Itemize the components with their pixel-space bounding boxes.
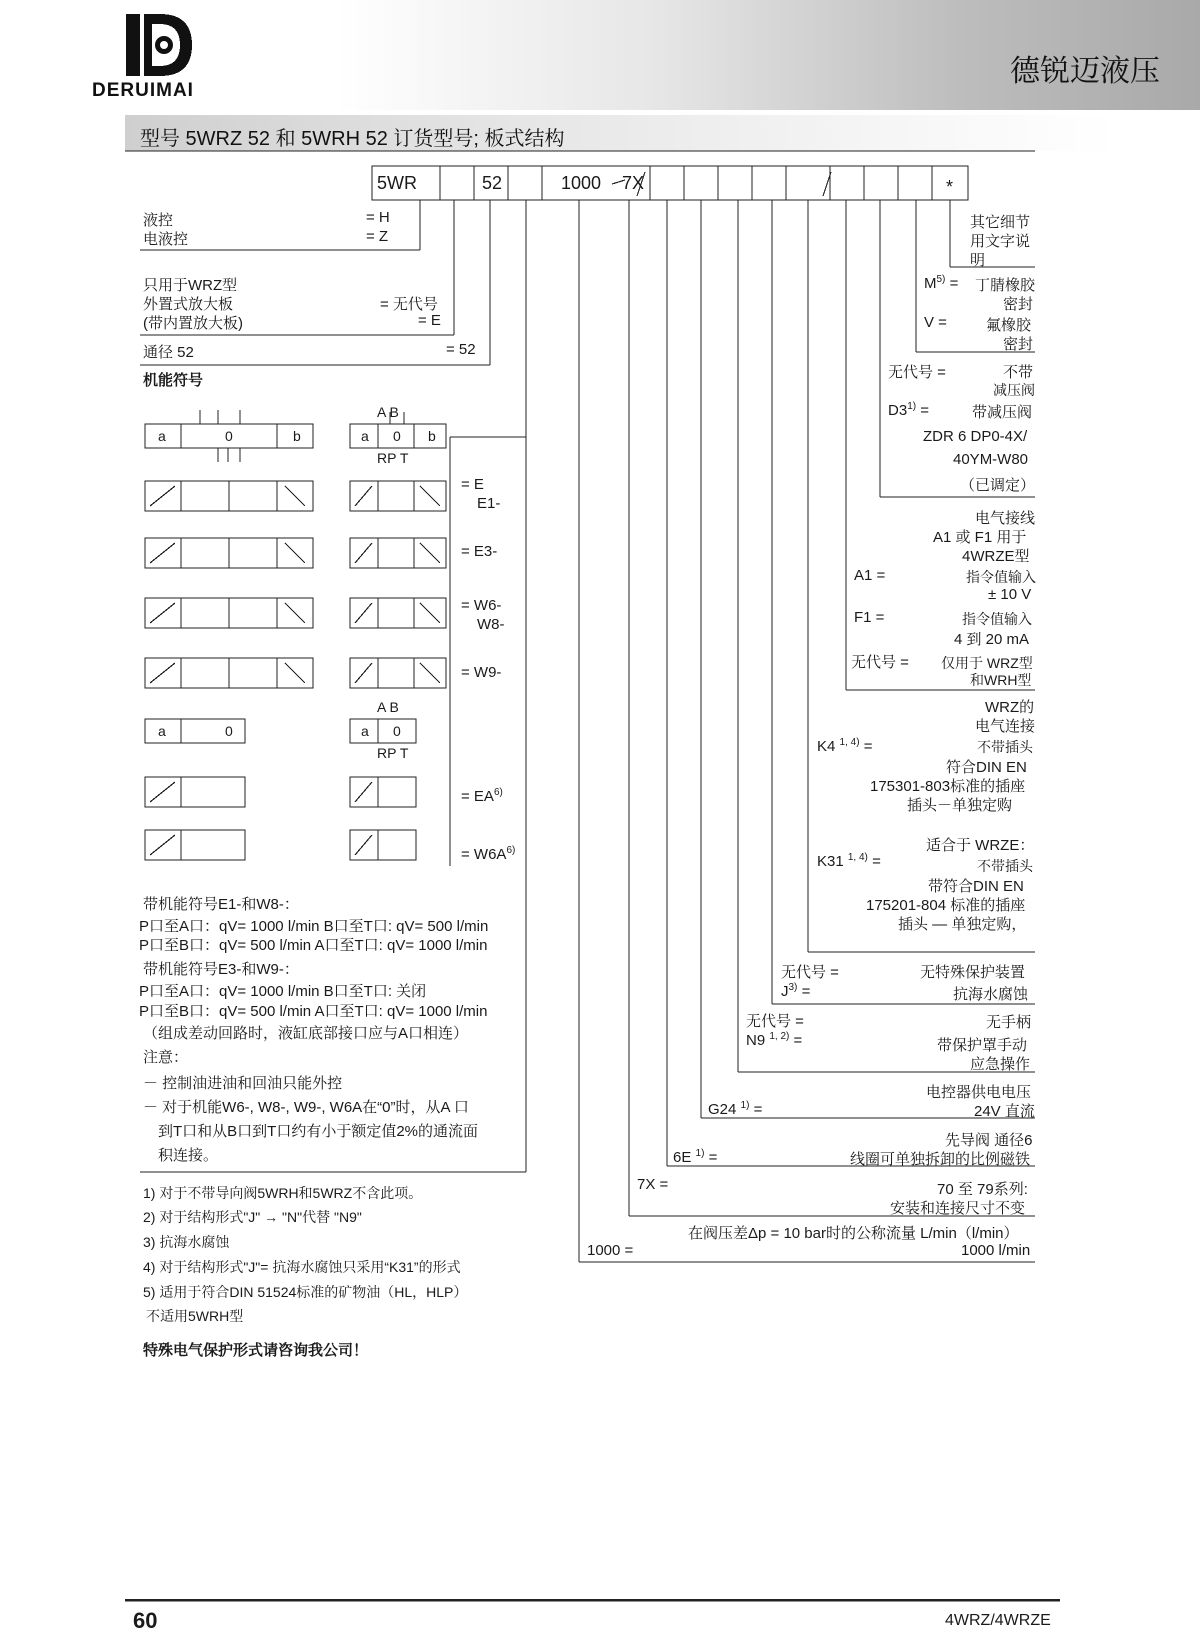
port-prt-label: RP T [377,450,409,466]
pilot-valve: 先导阀 通径6 [945,1132,1033,1149]
d3-code: D3$^{1)}$ = [888,401,930,419]
a1-desc: 指令值输入 [966,569,1036,585]
no-code-d: 无代号 = [746,1013,804,1030]
code-asterisk: * [946,177,954,197]
flow-note: － 对于机能W6-, W8-, W9-, W6A在“0”时，从A 口 [143,1099,469,1116]
no-code-c-desc: 无特殊保护装置 [920,964,1026,981]
n9-desc: 应急操作 [970,1056,1031,1073]
size-code: = 52 [446,341,476,358]
k4-desc: 符合DIN EN [946,759,1027,776]
symbol-0-small: 0 [393,428,401,444]
k31-desc: 插头 — 单独定购， [898,916,1027,933]
port-ab-label: A B [377,404,399,420]
company-name: 德锐迈液压 [1010,55,1160,88]
code-flow: 1000 [561,173,602,193]
other-details: 用文字说 [970,233,1031,250]
sym-w6a: = $W6A^{6)}$ [461,845,516,863]
m-desc: 丁腈橡胶 [975,277,1036,294]
flow-note: 带机能符号E1-和W8-： [143,896,299,913]
g24-desc: 24V 直流 [974,1103,1035,1120]
external-amp-label: 外置式放大板 [143,296,234,313]
a1-desc: ± 10 V [988,586,1032,603]
footnote: 2) 对于结构形式"J" → "N"代替 "N9" [143,1209,362,1225]
electrical-connection: 电气接线 [975,510,1036,527]
k31-desc: 带符合DIN EN [928,878,1024,895]
k31-desc: 不带插头 [977,858,1033,874]
flow-note: P口至A口：qV= 1000 l/min B口至T口: qV= 500 l/min [139,918,489,935]
k4-desc: 175301-803标准的插座 [870,778,1026,795]
symbol-a-2pos: a [158,723,166,739]
hydraulic-label: 液控 [143,212,174,229]
other-details: 明 [970,252,986,269]
v-code: V = [924,314,947,331]
d3-desc: 带减压阀 [972,404,1033,421]
wrz-only-label: 只用于WRZ型 [143,277,238,294]
j-code: $J^{3)}$ = [781,982,811,1000]
6e-code: 6E $^{1)}$ = [673,1148,718,1166]
symbol-b-small: b [428,428,436,444]
footer-model: 4WRZ/4WRZE [945,1612,1051,1629]
sym-e1: E1- [477,495,501,512]
7x-desc: 70 至 79系列: [937,1181,1028,1198]
d3-model: 40YM-W80 [953,451,1029,468]
electrical-connection: A1 或 F1 用于 [933,529,1027,546]
flow-note: （组成差动回路时，液缸底部接口应与A口相连） [143,1025,469,1042]
k31-code: K31 $^{1, 4)}$ = [817,852,881,870]
pilot-valve: 线圈可单独拆卸的比例磁铁 [850,1151,1031,1168]
flow-note: 带机能符号E3-和W9-： [143,961,299,978]
brand-name: DERUIMAI [92,80,194,101]
symbol-0-2pos-small: 0 [393,723,401,739]
page-title: 型号 5WRZ 52 和 5WRH 52 订货型号; 板式结构 [140,128,565,150]
k31-desc: 175201-804 标准的插座 [866,897,1026,914]
flow-note: － 控制油进油和回油只能外控 [143,1075,343,1092]
flow-note: P口至B口：qV= 500 l/min A口至T口: qV= 1000 l/min [139,937,488,954]
f1-desc: 4 到 20 mA [954,631,1030,648]
sym-ea: = $EA^{6)}$ [461,787,503,805]
g24-code: G24 $^{1)}$ = [708,1100,763,1118]
k4-code: K4 $^{1, 4)}$ = [817,737,873,755]
sym-w8: W8- [477,616,505,633]
port-prt-label-2: RP T [377,745,409,761]
n9-code: N9 $^{1, 2)}$ = [746,1031,803,1049]
nominal-flow: 在阀压差Δp = 10 bar时的公称流量 L/min（l/min） [688,1225,1019,1242]
flow-note: P口至B口：qV= 500 l/min A口至T口: qV= 1000 l/min [139,1003,488,1020]
wrz-connection: 电气连接 [975,718,1036,735]
hydraulic-code: = H [366,209,390,226]
symbol-a-2pos-small: a [361,723,369,739]
no-code-b-desc: 和WRH型 [970,672,1032,688]
k4-desc: 不带插头 [977,739,1033,755]
symbol-0-2pos: 0 [225,723,233,739]
f1-code: F1 = [854,609,885,626]
external-amp-code: = 无代号 [380,296,438,313]
no-code-c: 无代号 = [781,964,839,981]
code-series-7x: 7X [622,173,645,193]
code-series: 5WR [377,173,417,193]
port-ab-label-2: A B [377,699,399,715]
sym-e3: = E3- [461,543,498,560]
sym-w9: = W9- [461,664,502,681]
no-code-a-desc: 不带 [1003,364,1034,381]
no-code-d-desc: 无手柄 [986,1014,1032,1031]
symbol-a-small: a [361,428,369,444]
wrze-fit: 适合于 WRZE： [926,837,1035,854]
d3-model: ZDR 6 DP0-4X/ [923,428,1028,445]
no-code-b: 无代号 = [851,654,909,671]
internal-amp-code: = E [418,312,441,329]
d3-model: （已调定） [960,477,1036,494]
sym-e: = E [461,476,484,493]
m-code: $M^{5)}$ = [924,274,959,292]
1000-code: 1000 = [587,1242,634,1259]
7x-code: 7X = [637,1176,669,1193]
supply-voltage: 电控器供电电压 [926,1084,1032,1101]
electrical-connection: 4WRZE型 [962,548,1030,565]
footnote: 5) 适用于符合DIN 51524标准的矿物油（HL，HLP） [143,1284,468,1300]
a1-code: A1 = [854,567,886,584]
electrohydraulic-code: = Z [366,228,389,245]
sym-w6: = W6- [461,597,502,614]
no-code-b-desc: 仅用于 WRZ型 [941,655,1033,671]
v-desc: 氟橡胶 [986,317,1032,334]
size-label: 通径 52 [143,344,194,361]
footnote: 3) 抗海水腐蚀 [143,1234,230,1250]
no-code-a: 无代号 = [888,364,946,381]
f1-desc: 指令值输入 [962,611,1032,627]
internal-amp-label: (带内置放大板) [143,315,243,332]
v-desc: 密封 [1003,336,1034,353]
other-details: 其它细节 [970,214,1031,231]
n9-desc: 带保护罩手动 [937,1037,1028,1054]
7x-desc: 安装和连接尺寸不变 [890,1200,1026,1217]
page-number: 60 [133,1608,158,1633]
symbol-0: 0 [225,428,233,444]
footnote: 1) 对于不带导向阀5WRH和5WRZ不含此项。 [143,1185,423,1201]
special-note: 特殊电气保护形式请咨询我公司！ [143,1342,369,1359]
symbol-row-e [145,481,446,511]
electrohydraulic-label: 电液控 [143,231,189,248]
flow-note: P口至A口：qV= 1000 l/min B口至T口: 关闭 [139,983,427,1000]
wrz-connection: WRZ的 [985,699,1035,716]
no-code-a-desc: 减压阀 [993,382,1035,398]
footnote: 不适用5WRH型 [146,1308,244,1324]
m-desc: 密封 [1003,296,1034,313]
symbol-b: b [293,428,301,444]
1000-desc: 1000 l/min [961,1242,1031,1259]
footnote: 4) 对于结构形式"J"= 抗海水腐蚀只采用“K31”的形式 [143,1259,461,1275]
k4-desc: 插头－单独定购 [907,797,1013,814]
symbols-label: 机能符号 [143,372,204,389]
code-size: 52 [482,173,503,193]
flow-note: 积连接。 [158,1147,219,1164]
symbol-a: a [158,428,166,444]
flow-note: 到T口和从B口到T口约有小于额定值2%的通流面 [158,1123,479,1140]
flow-note: 注意： [143,1049,189,1066]
j-desc: 抗海水腐蚀 [953,986,1029,1003]
